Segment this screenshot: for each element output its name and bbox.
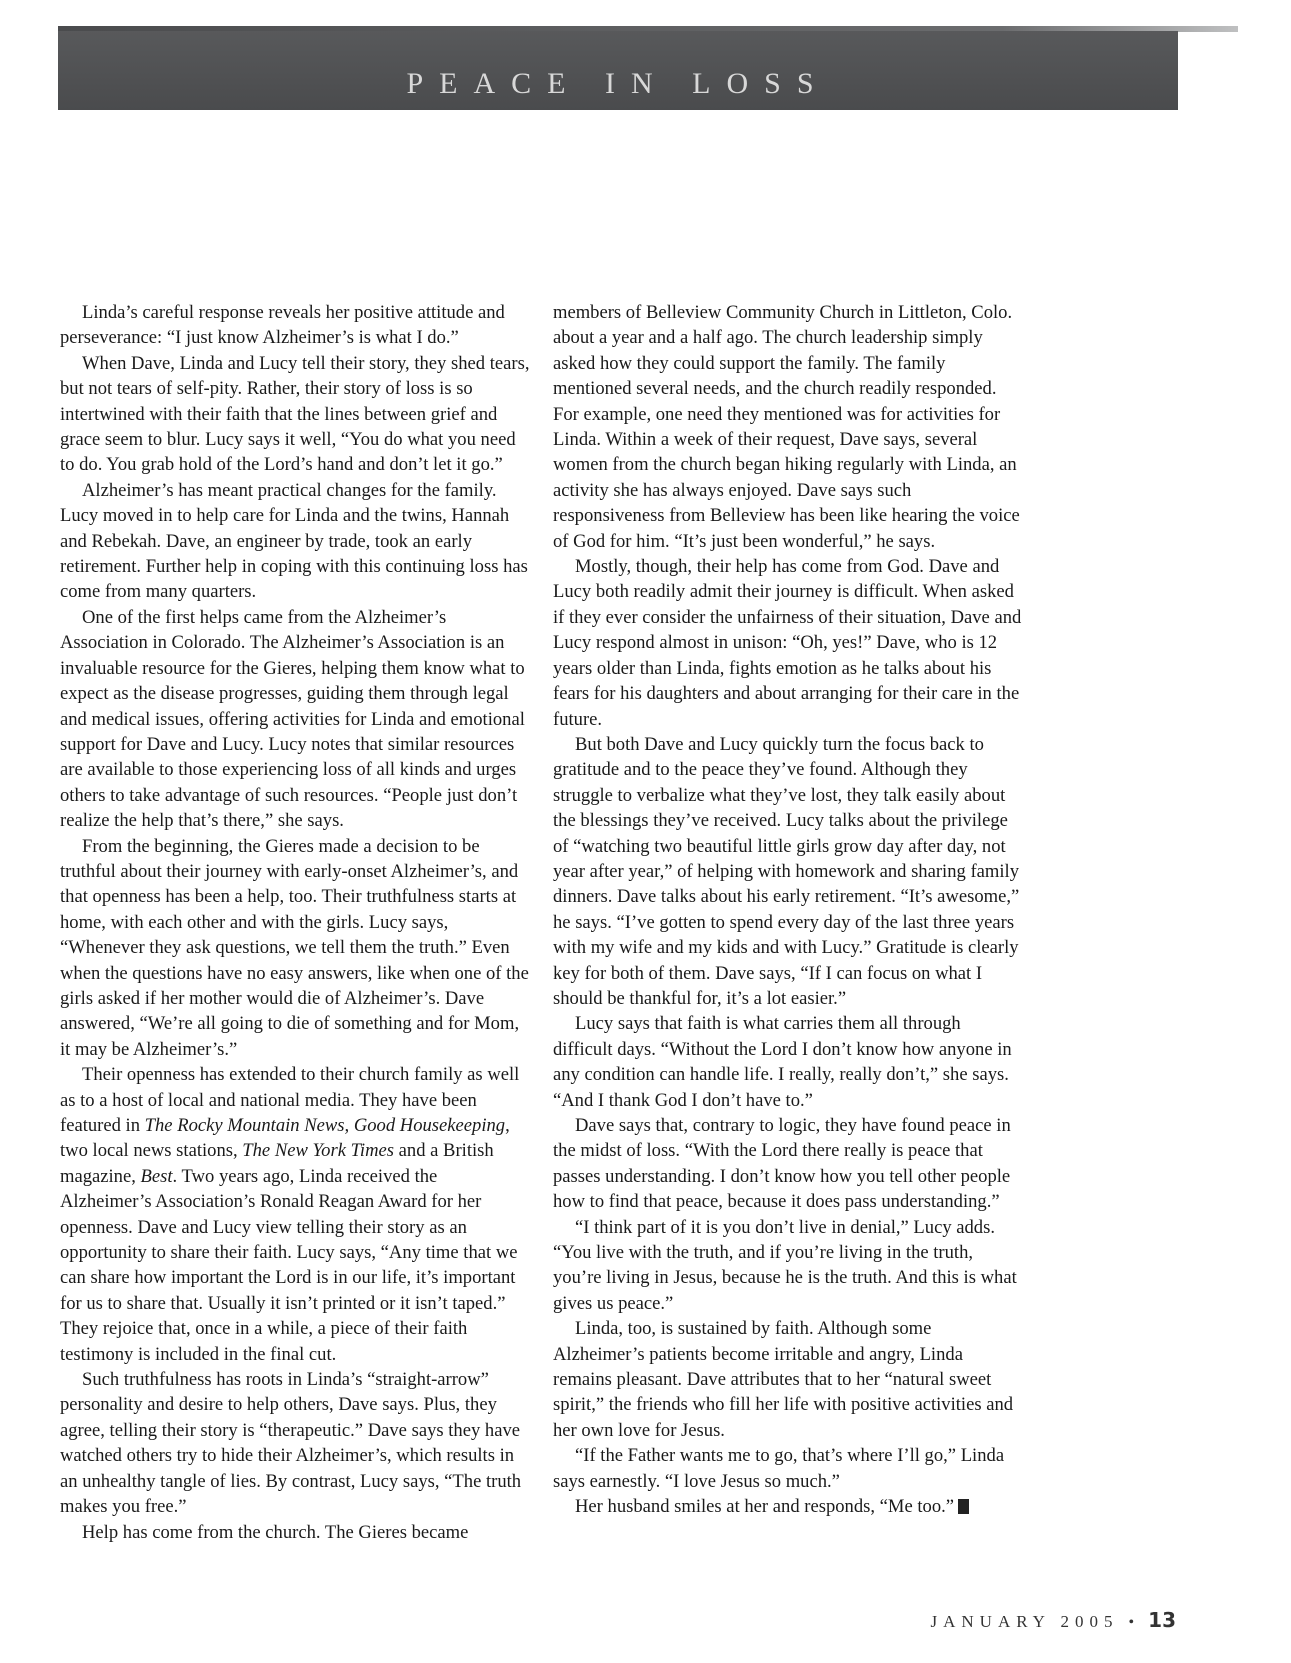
publication-title: Best [140, 1165, 173, 1187]
text-run: . Two years ago, Linda received the Alzheimer’s Association’s Ronald Reagan Award for her openness. Dave and Lucy view telling their story as an opportunity to share their faith. Lucy says, “Any time that we can share how important the Lord is in our life, it’s important for us to share that. Usually it isn’t printed or it isn’t taped.” They rejoice that, once in a while, a piece of their faith testimony is included in the final cut. [60, 1165, 518, 1365]
paragraph: When Dave, Linda and Lucy tell their story, they shed tears, but not tears of self-pity. Rather, their story of loss is so intertwined with their faith that the lines between grief and grace seem to blur. Lucy says it well, “You do what you need to do. You grab hold of the Lord’s hand and don’t let it go.” [60, 352, 530, 476]
left-column [60, 300, 530, 1545]
paragraph-final [553, 1494, 1023, 1519]
section-title: PEACE IN LOSS [406, 67, 830, 100]
text-run: , two local news stations, [60, 1115, 510, 1162]
paragraph: But both Dave and Lucy quickly turn the focus back to gratitude and to the peace they’ve found. Although they struggle to verbalize what they’ve lost, they talk easily about the blessings they’ve received. Lucy talks about the privilege of “watching two beautiful little girls grow day after day, not year after year,” of helping with homework and sharing family dinners. Dave talks about his early retirement. “It’s awesome,” he says. “I’ve gotten to spend every day of the last three years with my wife and my kids and with Lucy.” Gratitude is clearly key for both of them. Dave says, “If I can focus on what I should be thankful for, it’s a lot easier.” [553, 733, 1020, 1009]
issue-date: JANUARY 2005 [930, 1612, 1119, 1631]
paragraph: One of the first helps came from the Alzheimer’s Association in Colorado. The Alzheimer’s Association is an invaluable resource for the Gieres, helping them know what to expect as the disease progresses, guiding them through legal and medical issues, offering activities for Linda and emotional support for Dave and Lucy. Lucy notes that similar resources are available to those experiencing loss of all kinds and urges others to take advantage of such resources. “People just don’t realize the help that’s there,” she says. [60, 606, 525, 832]
paragraph: Such truthfulness has roots in Linda’s “straight-arrow” personality and desire to help others, Dave says. Plus, they agree, telling their story is “therapeutic.” Dave says they have watched others try to hide their Alzheimer’s, which results in an unhealthy tangle of lies. By contrast, Lucy says, “The truth makes you free.” [60, 1369, 522, 1518]
page-number: 13 [1148, 1608, 1176, 1632]
section-header-banner [58, 31, 1178, 110]
page-footer [931, 1608, 1176, 1632]
end-of-story-icon [958, 1499, 969, 1514]
right-column [553, 300, 1023, 1520]
publication-title: The New York Times [242, 1140, 395, 1162]
paragraph: Lucy says that faith is what carries them all through difficult days. “Without the Lord I don’t know how anyone in any condition can handle life. I really, really don’t,” she says. “And I thank God I don’t have to.” [553, 1013, 1012, 1111]
paragraph: Mostly, though, their help has come from God. Dave and Lucy both readily admit their journey is difficult. When asked if they ever consider the unfairness of their situation, Dave and Lucy respond almost in unison: “Oh, yes!” Dave, who is 12 years older than Linda, fights emotion as he talks about his fears for his daughters and about arranging for their care in the future. [553, 556, 1022, 730]
text-run: and a British magazine, [60, 1140, 494, 1187]
paragraph: From the beginning, the Gieres made a decision to be truthful about their journey with early-onset Alzheimer’s, and that openness has been a help, too. Their truthfulness starts at home, with each other and with the girls. Lucy says, “Whenever they ask questions, we tell them the truth.” Even when the questions have no easy answers, like when one of the girls asked if her mother would die of Alzheimer’s. Dave answered, “We’re all going to die of something and for Mom, it may be Alzheimer’s.” [60, 835, 529, 1060]
text-run: Their openness has extended to their church family as well as to a host of local and national media. They have been featured in [60, 1064, 520, 1136]
paragraph: Linda, too, is sustained by faith. Although some Alzheimer’s patients become irritable and angry, Linda remains pleasant. Dave attributes that to her “natural sweet spirit,” the friends who fill her life with positive activities and her own love for Jesus. [553, 1318, 1014, 1441]
publication-title: The Rocky Mountain News, Good Housekeeping [144, 1115, 506, 1136]
paragraph: members of Belleview Community Church in Littleton, Colo. about a year and a half ago. The church leadership simply asked how they could support the family. The family mentioned several needs, and the church readily responded. For example, one need they mentioned was for activities for Linda. Within a week of their request, Dave says, several women from the church began hiking regularly with Linda, an activity she has always enjoyed. Dave says such responsiveness from Belleview has been like hearing the voice of God for him. “It’s just been wonderful,” he says. [553, 302, 1020, 552]
final-sentence: Her husband smiles at her and responds, “Me too.” [575, 1496, 955, 1518]
paragraph: “I think part of it is you don’t live in denial,” Lucy adds. “You live with the truth, and if you’re living in the truth, you’re living in Jesus, because he is the truth. And this is what gives us peace.” [553, 1216, 1017, 1314]
paragraph: Dave says that, contrary to logic, they have found peace in the midst of loss. “With the Lord there really is peace that passes understanding. I don’t know how you tell other people how to find that peace, because it does pass understanding.” [553, 1115, 1011, 1213]
paragraph: Linda’s careful response reveals her positive attitude and perseverance: “I just know Alzheimer’s is what I do.” [60, 302, 505, 349]
paragraph: Alzheimer’s has meant practical changes for the family. Lucy moved in to help care for Linda and the twins, Hannah and Rebekah. Dave, an engineer by trade, took an early retirement. Further help in coping with this continuing loss has come from many quarters. [60, 479, 528, 603]
bullet-separator: • [1128, 1614, 1135, 1631]
paragraph-media [60, 1062, 530, 1367]
paragraph: “If the Father wants me to go, that’s where I’ll go,” Linda says earnestly. “I love Jesus so much.” [553, 1445, 1005, 1492]
article-body [60, 300, 1130, 1605]
paragraph: Help has come from the church. The Gieres became [82, 1521, 469, 1543]
